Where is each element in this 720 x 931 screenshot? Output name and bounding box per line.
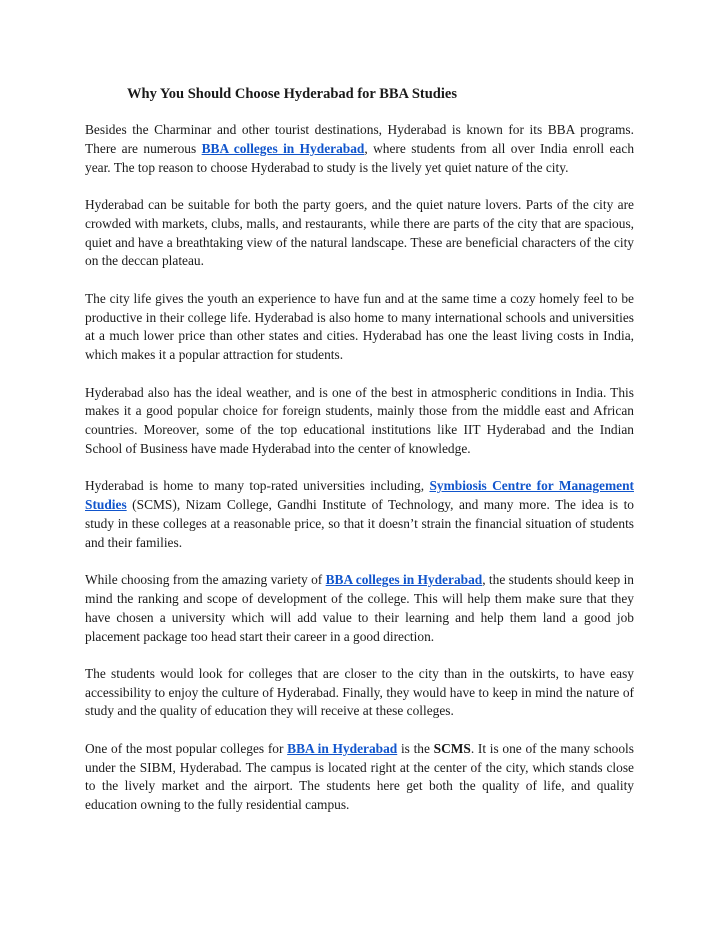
paragraph-text: (SCMS), Nizam College, Gandhi Institute of Technology, and many more. The idea is to study in these colleges at a reasonable price, so that it doesn’t strain the financial situation of students and their families. [85,497,634,550]
paragraph-6 [85,571,634,646]
bba-colleges-link[interactable]: BBA colleges in Hyderabad [201,140,365,156]
paragraph-3: The city life gives the youth an experience to have fun and at the same time a cozy homely feel to be productive in their college life. Hyderabad is also home to many international schools and universities at a much lower price than other states and cities. Hyderabad has one the least living costs in India, which makes it a popular attraction for students. [85,290,634,363]
paragraph-text: While choosing from the amazing variety of [85,572,326,588]
paragraph-2: Hyderabad can be suitable for both the party goers, and the quiet nature lovers. Parts of the city are crowded with markets, clubs, malls, and restaurants, while there are parts of the city that are spacious, quiet and have a breathtaking view of the natural landscape. These are beneficial characters of the city on the deccan plateau. [85,196,634,269]
bba-in-hyderabad-link[interactable]: BBA in Hyderabad [287,740,398,756]
paragraph-text: Besides the Charminar and other tourist destinations, Hyderabad is known for its BBA programs. There are numerous [85,122,634,156]
paragraph-text: , where students from all over India enroll each year. The top reason to choose Hyderabad to study is the lively yet quiet nature of the city. [85,140,635,175]
paragraph-text: , the students should keep in mind the ranking and scope of development of the college. This will help them make sure that they have chosen a university which will add value to their learning and help them land a good job placement package too head start their career in a good direction. [85,572,634,644]
paragraph-text: One of the most popular colleges for [85,740,288,756]
symbiosis-link[interactable]: Symbiosis Centre for Management Studies [85,478,634,513]
paragraph-1 [85,121,634,177]
paragraph-7: The students would look for colleges that are closer to the city than in the outskirts, to have easy accessibility to enjoy the culture of Hyderabad. Finally, they would have to keep in mind the nature of study and the quality of education they will receive at these colleges. [85,665,634,719]
paragraph-text: is the [397,740,434,756]
document-page [85,84,634,834]
paragraph-text: . It is one of the many schools under the SIBM, Hyderabad. The campus is located right at the center of the city, which stands close to the lively market and the airport. The students here get both the quality of life, and quality education owning to the fully residential campus. [85,740,634,813]
scms-bold: SCMS [433,740,471,756]
paragraph-4: Hyderabad also has the ideal weather, and is one of the best in atmospheric conditions in India. This makes it a good popular choice for foreign students, mainly those from the middle east and African countries. Moreover, some of the top educational institutions like IIT Hyderabad and the Indian School of Business have made Hyderabad into the center of knowledge. [85,384,634,456]
paragraph-text: Hyderabad is home to many top-rated universities including, [85,478,430,494]
paragraph-5 [85,477,634,552]
document-title: Why You Should Choose Hyderabad for BBA Studies [127,86,457,102]
paragraph-8 [85,740,634,815]
bba-colleges-link-2[interactable]: BBA colleges in Hyderabad [325,572,483,588]
